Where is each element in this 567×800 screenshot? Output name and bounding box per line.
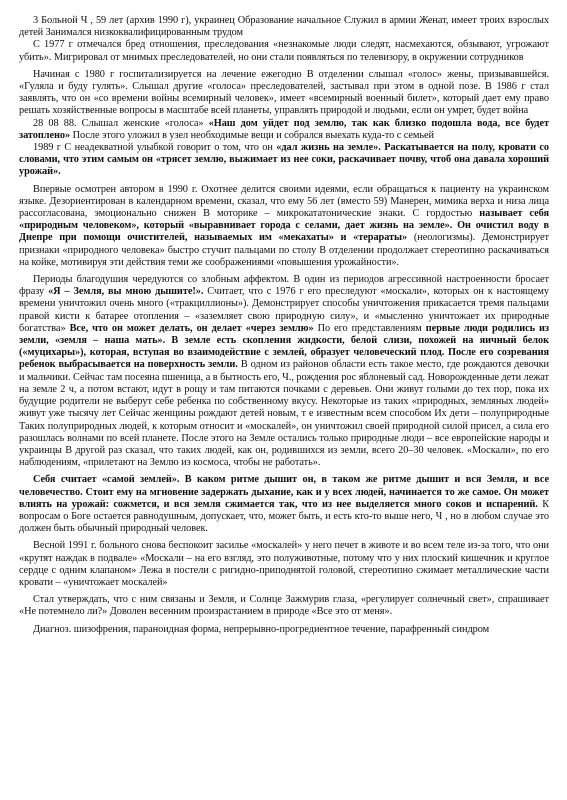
body-text: К вопросам о Боге остается равнодушным, допускает, что, может быть, и есть кто-то выше него, Ч , но в любом случае это должен быть обычный природный человек. [19, 498, 550, 535]
sun-paragraph [19, 594, 549, 618]
emphasized-text: «Я – Земля, вы мною дышите!». [48, 286, 204, 298]
body-text: Диагноз. шизофрения, параноидная форма, непрерывно-прогредиентное течение, парафренный синдром [33, 623, 490, 635]
dated-entry-paragraph [19, 118, 549, 142]
body-text: Впервые осмотрен автором в 1990 г. Охотнее делится своими идеями, если обращаться к пациенту на украинском языке. Дезориентирован в календарном времени, сказал, что ему 56 лет (вместо 59) Манерен, мимика верха и низа лица рассогласована, эмоционально снижен В моторике – микрокататонические знаки. С гордостью [19, 183, 549, 220]
body-text: Начиная с 1980 г госпитализируется на лечение ежегодно В отделении слышал «голос» жены, призывавшейся. «Гуляла и буду гулять». Слышал другие «голоса» преследователей, застывал при этом в одной позе. В 1986 г стал заявлять, что он «со времени войны всемирный человек», имеет «всемирный военный билет», который дает ему право решать хозяйственные вопросы в масштабе всей планеты, управлять природой и людьми, если он умрет, будет война [19, 68, 549, 117]
history-paragraph [19, 39, 549, 63]
emphasized-text: Все, что он может делать, он делает «через землю» [69, 322, 314, 334]
body-text: 3 Больной Ч , 59 лет (архив 1990 г), украинец Образование начальное Служил в армии Женат, имеет троих взрослых детей Занимался низкоквалифицированным трудом [19, 15, 549, 39]
emphasized-text: называет себя «природным человеком», который «выравнивает города с селами, дает жизнь на земле». Он очистил воду в Днепре при помощи очистителей, называемых им «мекахаты» и «терараты» [19, 208, 550, 244]
body-text: Весной 1991 г. больного снова беспокоит засилье «москалей» у него печет в животе и во всем теле из-за того, что они «крутят наждак в подвале» «Москали – на его взгляд, это полуживотные, потому что у них плоский кишечник и круглое сердце с одним клапаном» Лежа в постели с ригидно-приподнятой головой, стереотипно сжимает металлические части кровати – «уничтожает москалей» [19, 540, 549, 588]
emphasized-text: «Наш дом уйдет под землю, так как близко подошла вода, все будет затоплено» [19, 117, 549, 141]
earth-self-paragraph [19, 474, 549, 535]
delusion-paragraph [19, 274, 549, 469]
diagnosis-paragraph [19, 624, 549, 636]
case-header-paragraph [19, 15, 549, 39]
body-text: Считает, что с 1976 г его преследуют «москали», которых он к настоящему времени уничтожил очень много («тракциллионы»). Демонстрирует способы уничтожения прикасается тремя пальцами правой кисти к батарее отопления – «заземляет свою природную силу», и «мысленно уничтожает их природные богатства» [19, 286, 549, 334]
year-1989-paragraph [19, 142, 549, 179]
body-text: (неологизмы). Демонстрирует признаки «природного человека» быстро стучит пальцами по столу В отделении продолжает стереотипно раскачиваться на койке, мотивируя эти действия теми же соображениями «повышения урожайности». [19, 232, 550, 268]
body-text: Периоды благодушия чередуются со злобным аффектом. В один из периодов агрессивной настроенности бросает фразу [19, 274, 549, 298]
examination-paragraph [19, 184, 549, 269]
hospitalization-paragraph [19, 69, 549, 118]
body-text: 28 08 88. Слышал женские «голоса» [33, 117, 209, 129]
emphasized-text: «дал жизнь на земле». Раскатывается на полу, кровати со словами, что этим самым он «трясет землю, выжимает из нее соки, раскачивает почву, чтоб она давала хороший урожай». [19, 142, 549, 178]
emphasized-text: первые люди родились из земли, «земля – наша мать». В земле есть скопления жидкости, белой слизи, похожей на яичный белок («муцихары»), которая, вступая во взаимодействие с землей, образует человеческий плод. После его созревания ребенок выбрасывается на поверхность земли. [19, 322, 549, 371]
emphasized-text: Себя считает «самой землей». В каком ритме дышит он, в таком же ритме дышит и вся Земля, и все человечество. Стоит ему на мгновение задержать дыхание, как и у всех людей, начинается то же самое. Он может влиять на урожай: сожмется, и вся земля сжимается так, что из нее выделяется много соков и испарений. [19, 474, 549, 510]
body-text: Стал утверждать, что с ним связаны и Земля, и Солнце Зажмурив глаза, «регулирует солнечный свет», спрашивает «Не потемнело ли?» Доволен весенним произрастанием в природе «Все это от меня». [19, 594, 549, 618]
body-text: По его представлениям [313, 322, 426, 334]
body-text: С 1977 г отмечался бред отношения, преследования «незнакомые люди следят, насмехаются, обзывают, угрожают убить». Мигрировал от мнимых преследователей, но они стали появляться по телевизору, в окружении сотрудников [19, 39, 549, 63]
body-text: В одном из районов области есть такое место, где рождаются девочки и мальчики. Сейчас там посеяна пшеница, а в бытность его, Ч., рождения рос яблоневый сад. Новорожденные дети лежат на земле 2 ч, а потом встают, идут в рощу и там питаются почками с деревьев. Они живут голыми до тех пор, пока их будущие родители не выберут себе ребенка по собственному вкусу. Некоторые из таких «природных, земляных людей» живут уже тысячу лет Сейчас женщины рождают детей новым, т е известным всем способом Их дети – полуприродные Таких полуприродных людей, к которым относит и «москалей», он уничтожил своей природной силой присел, а сила его разошлась волнами по всей планете. После этого на Земле остались только природные люди – все европейские народы и украинцы В другой раз сказал, что таких людей, как он, родившихся из земли, всего 20–30 человек. «Москали», по его наблюдениям, «прилетают на Землю из космоса, чтобы не работать». [19, 359, 550, 469]
body-text: 1989 г С неадекватной улыбкой говорит о том, что он [33, 142, 277, 154]
body-text: После этого уложил в узел необходимые вещи и собрался выехать куда-то с семьей [70, 129, 435, 141]
spring-1991-paragraph [19, 540, 549, 589]
document-page [19, 15, 549, 636]
